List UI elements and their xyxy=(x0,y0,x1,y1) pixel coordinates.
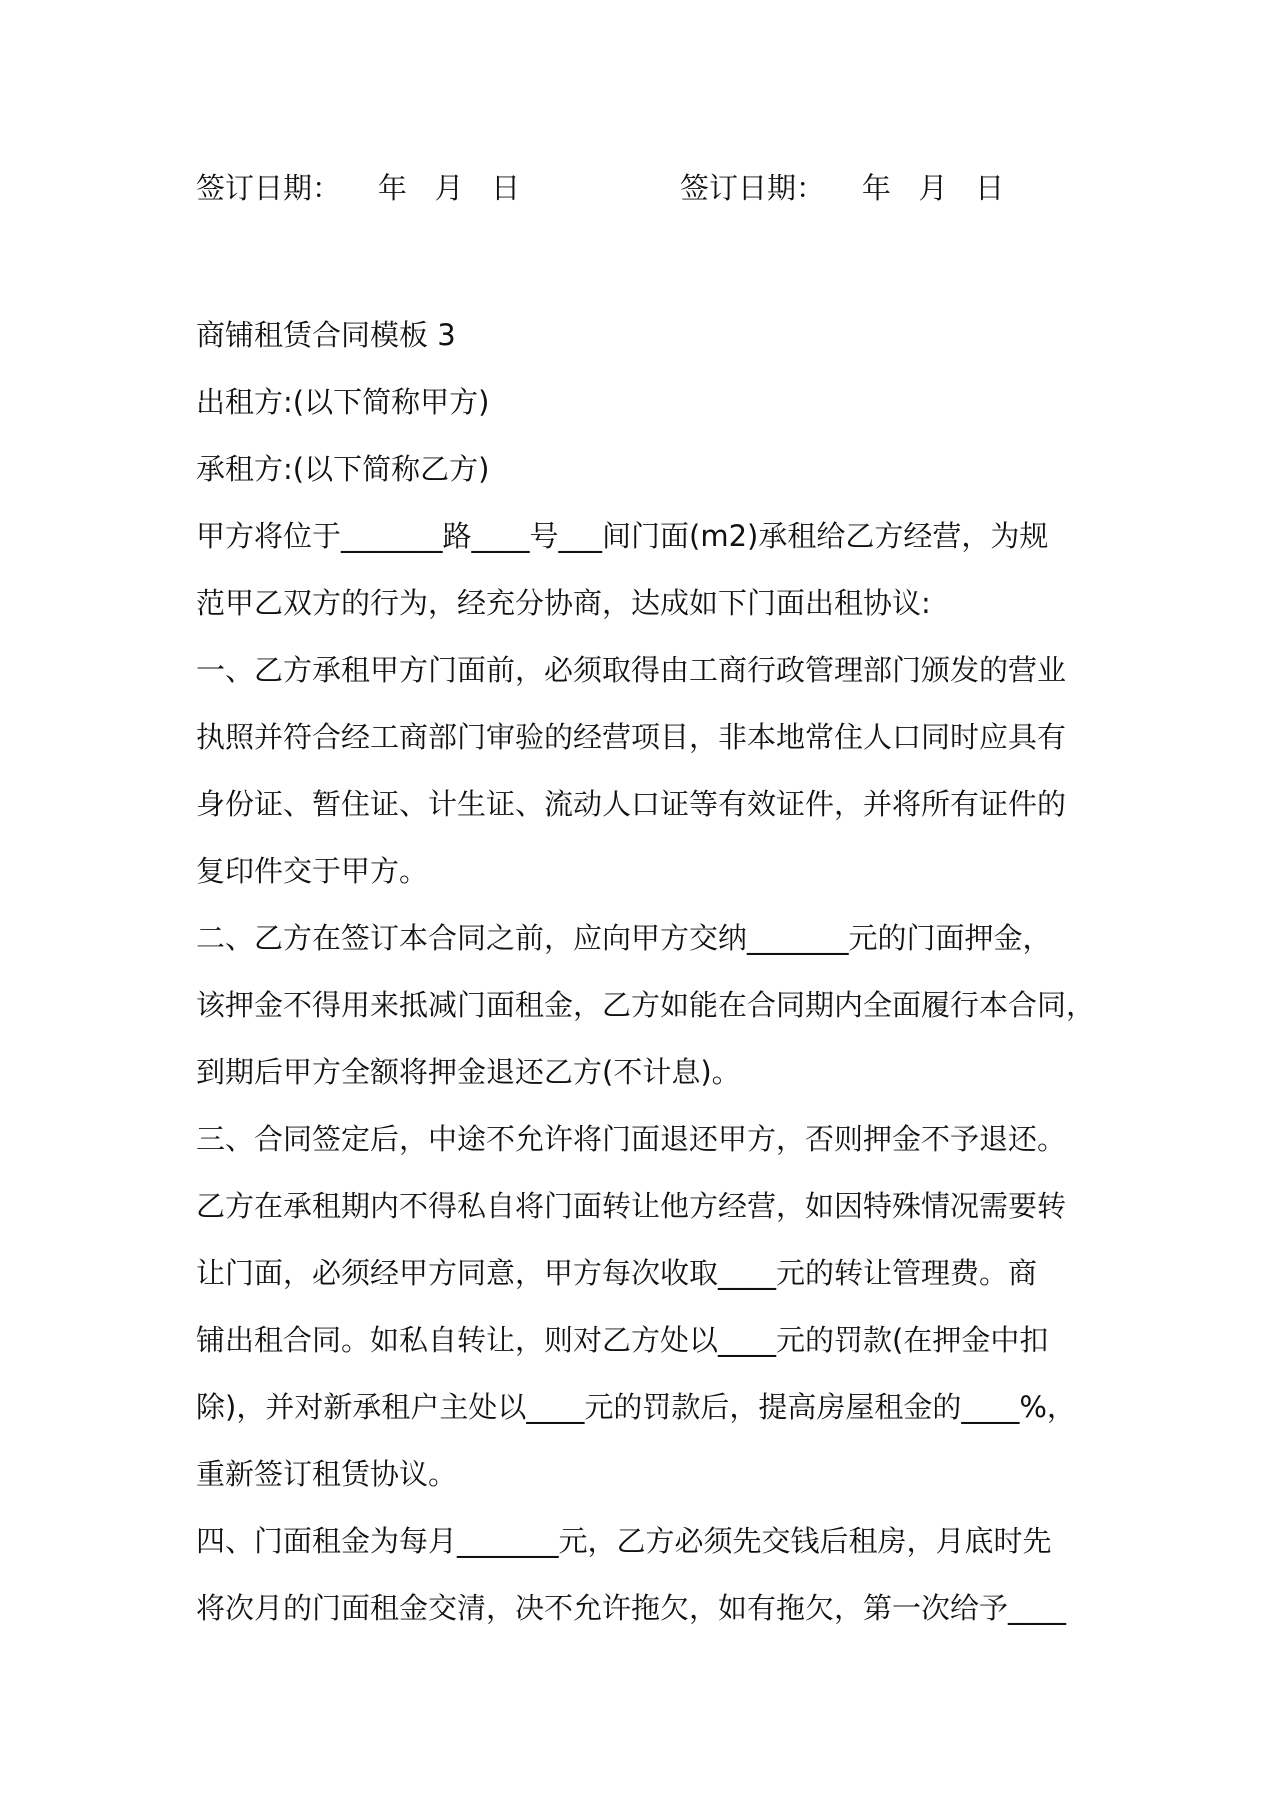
signature-date-left: 签订日期： 年 月 日 xyxy=(196,171,521,205)
clause-4-line: 将次月的门面租金交清，决不允许拖欠，如有拖欠，第一次给予____ xyxy=(196,1591,1067,1625)
clause-3-line: 除)，并对新承租户主处以____元的罚款后，提高房屋租金的____%， xyxy=(196,1390,1076,1424)
clause-3-line: 铺出租合同。如私自转让，则对乙方处以____元的罚款(在押金中扣 xyxy=(196,1323,1049,1357)
clause-4-line: 四、门面租金为每月_______元，乙方必须先交钱后租房，月底时先 xyxy=(196,1524,1052,1558)
clause-3-line: 重新签订租赁协议。 xyxy=(196,1457,458,1491)
lessee-line: 承租方:(以下简称乙方) xyxy=(196,452,490,486)
clause-3-line: 让门面，必须经甲方同意，甲方每次收取____元的转让管理费。商 xyxy=(196,1256,1038,1290)
signature-date-row xyxy=(196,166,1096,210)
lessor-line: 出租方:(以下简称甲方) xyxy=(196,385,490,419)
clause-3-line: 三、合同签定后，中途不允许将门面退还甲方，否则押金不予退还。 xyxy=(196,1122,1067,1156)
clause-3-line: 乙方在承租期内不得私自将门面转让他方经营，如因特殊情况需要转 xyxy=(196,1189,1067,1223)
paragraph-line: 甲方将位于_______路____号___间门面(m2)承租给乙方经营，为规 xyxy=(196,519,1049,553)
contract-title: 商铺租赁合同模板 3 xyxy=(196,318,456,352)
clause-1-line: 执照并符合经工商部门审验的经营项目，非本地常住人口同时应具有 xyxy=(196,720,1067,754)
signature-date-right: 签订日期： 年 月 日 xyxy=(680,171,1005,205)
clause-2-line: 二、乙方在签订本合同之前，应向甲方交纳_______元的门面押金， xyxy=(196,921,1052,955)
clause-2-line: 到期后甲方全额将押金退还乙方(不计息)。 xyxy=(196,1055,741,1089)
paragraph-line: 范甲乙双方的行为，经充分协商，达成如下门面出租协议: xyxy=(196,586,931,620)
clause-2-line: 该押金不得用来抵减门面租金，乙方如能在合同期内全面履行本合同， xyxy=(196,988,1096,1022)
clause-1-line: 一、乙方承租甲方门面前，必须取得由工商行政管理部门颁发的营业 xyxy=(196,653,1067,687)
clause-1-line: 身份证、暂住证、计生证、流动人口证等有效证件，并将所有证件的 xyxy=(196,787,1067,821)
clause-1-line: 复印件交于甲方。 xyxy=(196,854,429,888)
contract-body xyxy=(196,302,1106,1642)
